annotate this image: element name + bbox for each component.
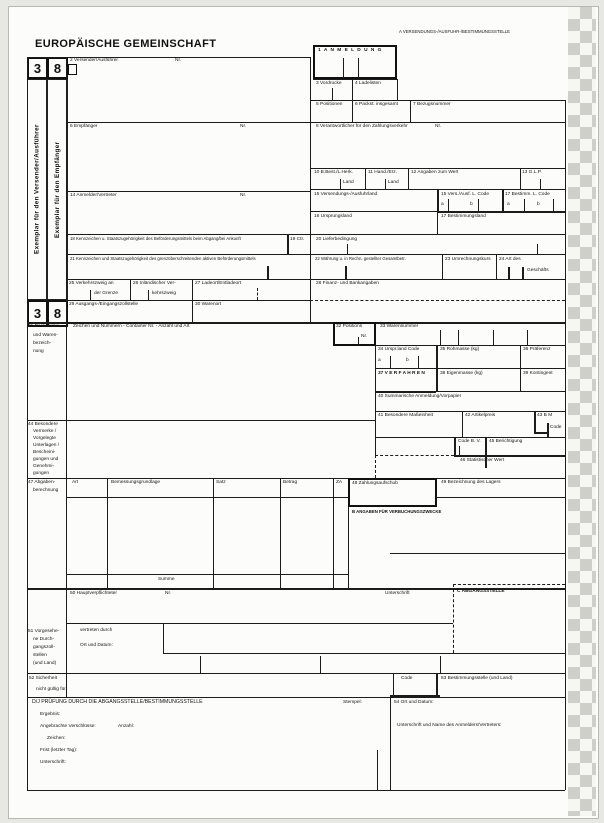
section-d-label: D/J PRÜFUNG DURCH DIE ABGANGSSTELLE/BESTIMMUNGSSTELLE [32,699,203,705]
box-32-nr-label: Nr. [361,334,368,339]
line [397,79,398,100]
line [375,345,376,455]
box-10-label: 10 B.Best./L.Herk. [314,170,353,175]
line [343,58,344,79]
line [440,330,441,345]
box-51-label: gangszoll- [33,645,55,650]
box-5-label: 5 Positionen [316,102,343,107]
line [313,79,397,80]
box-6pack-label: 6 Packst. insgesamt [355,102,398,107]
sub-a-label: a [507,202,510,207]
box-44-label: Genehmi- [33,464,55,469]
line [66,254,565,255]
line [310,100,565,101]
box-40-label: 40 Summarische Anmeldung/Vorpapier [378,394,462,399]
line [66,623,453,624]
line [287,234,289,254]
col-satz-label: Satz [216,480,226,485]
box-29-label: 29 Ausgangs-/Eingangszollstelle [69,302,139,307]
office-section-a-label: A VERSENDUNGS-/AUSFUHR-/BESTIMMUNGSSTELLE [399,29,511,34]
line [280,478,281,588]
line [522,267,524,279]
line [375,411,565,412]
box-24-label: 24 Art des [499,257,521,262]
line [448,199,449,211]
line [66,300,310,301]
box-11-land-label: Land [388,180,399,185]
box-52-label: 52 Sicherheit [29,676,57,681]
code-bv-label: Code B. V. [458,439,481,444]
line [365,168,366,189]
section-c-label: C ABGANGSSTELLE [457,589,505,594]
copy-strip-empfaenger: Exemplar für den Empfänger [47,79,68,300]
line [390,553,565,554]
vertreten-label: vertreten durch [80,628,113,633]
box-31-label: bezeich- [33,341,52,346]
line [453,584,454,653]
line [437,497,565,498]
line [345,266,347,279]
box-2-input-area[interactable] [66,57,310,122]
box-6-input-area[interactable] [66,122,310,191]
line [527,330,528,345]
line [332,88,333,100]
box-54-label: 54 Ort und Datum: [394,700,434,705]
box-25-label: 25 Verkehrszweig an [69,281,114,286]
copy-number-right-bottom: 8 [47,300,68,327]
copy-number-left-bottom: 3 [27,300,48,327]
line [496,254,497,279]
box-12-label: 12 Angaben zum Wert [411,170,459,175]
line [485,437,487,468]
line [524,199,525,211]
line [310,300,565,302]
line [257,288,258,300]
line [375,455,454,457]
box-49-label: 49 Bezeichnung des Lagers [441,480,501,485]
line [148,290,149,300]
box-38-label: 38 Eigenmasse (kg) [440,371,483,376]
line [320,656,321,673]
col-za-label: ZA [336,480,343,485]
box-31-label: nung [33,349,44,354]
line [410,100,411,122]
line [213,478,214,588]
box-30-label: 30 Warenort [195,302,222,307]
sub-a-label: a [441,202,444,207]
line [66,574,348,575]
sub-b-label: b [537,202,540,207]
frist-label: Frist (letzter Tag): [40,748,78,753]
col-bemessung-label: Bemessungsgrundlage [111,480,161,485]
box-31-label: 31 Packstücke [28,324,60,329]
line [540,179,541,189]
box-44-label: Bescheini- [33,450,56,455]
signatur-name-label: Unterschrift und Name des Anmelders/Vertreters: [397,723,502,728]
line [442,254,443,279]
perforated-edge [568,7,596,816]
line [310,211,437,212]
box-51-label: stellen [33,653,47,658]
line [200,656,201,673]
box-13-label: 13 G.L.P. [522,170,542,175]
box-46-label: 46 Statistischer Wert [460,458,505,463]
line [66,279,565,280]
line [333,478,334,588]
zeichen-label: Zeichen: [47,736,66,741]
line [107,478,108,588]
box-31-label: und Waren- [33,333,58,338]
box-15-label: 15 Versendungs-/Ausfuhrland [314,192,378,197]
box-28-label: 28 Finanz- und Bankangaben [316,281,379,286]
stempel-label: Stempel: [343,700,362,705]
code-cell-label: Code [401,676,413,681]
line [454,455,565,457]
box-51-label: ne Durch- [33,637,55,642]
sub-b-label: b [406,358,409,363]
box-37-label: 37 V E R F A H R E N [378,371,425,376]
line [27,420,375,421]
box-24b-label: Geschäfts [527,268,549,273]
box-6-label: 6 Empfänger [70,124,98,129]
box-44-label: 44 Besondere [28,422,58,427]
line [462,411,463,437]
line [358,58,359,79]
c-office-area[interactable] [453,584,565,653]
box-44-label: Vorgelegte [33,436,56,441]
box-18-label: 18 Kennzeichen u. Staatszugehörigkeit des Beförderungsmittels beim Abgang/bei Ankunft [70,236,241,241]
section-b-label: B ANGABEN FÜR VERBUCHUNGSZWECKE [352,509,442,514]
box-47-label: berechnung [33,488,59,493]
line [377,750,378,790]
unterschrift-label: Unterschrift [385,591,410,596]
box-44-label: Unterlagen / [33,443,60,448]
line [440,656,441,673]
line [534,432,548,434]
line [390,356,391,368]
box-26-label: 26 Inländischer Ver- [133,281,176,286]
box-21-label: 21 Kennzeichen und Staatszugehörigkeit des grenzüberschreitenden aktiven Beförderungsmittels [70,256,256,261]
box-2-label: 2 Versender/Ausführer [70,58,118,63]
sub-b-label: b [470,202,473,207]
line [478,199,479,211]
box-2-nr-label: Nr. [175,58,182,63]
line [390,697,391,790]
line [502,189,504,211]
box-45-label: 45 Berichtigung [489,439,523,444]
line [130,279,131,300]
box-25b-label: der Grenze [94,291,118,296]
unterschrift2-label: Unterschrift: [40,760,66,765]
box-33-label: 33 Warennummer [380,324,419,329]
line [385,179,386,189]
line [393,673,394,697]
box-52b-label: nicht gültig für [36,687,66,692]
box-14-nr-label: Nr. [240,193,247,198]
box-20-label: 20 Lieferbedingung [316,237,358,242]
box-10-land-label: Land [343,180,354,185]
line [340,179,341,189]
line [436,673,438,697]
line [310,168,565,169]
goods-description-area[interactable] [66,322,333,420]
line [454,437,456,455]
line [163,623,164,653]
box-44-label: gungen [33,471,50,476]
box-43-code-label: Code [550,425,562,430]
box-14-label: 14 Anmelder/Vertreter [70,193,117,198]
d-control-area[interactable] [27,697,390,790]
box-3-label: 3 Vordrucke [316,81,342,86]
box-15-code-label: 15 Vers./Ausf. L. Code [441,192,489,197]
copy-strip-versender: Exemplar für den Versender/Ausführer [27,79,47,300]
box-44-input-area[interactable] [66,420,375,478]
box-8-nr-label: Nr. [435,124,442,129]
line [547,423,549,437]
box-8-label: 8 Verantwortlicher für den Zahlungsverkehr [316,124,408,129]
box-7-label: 7 Bezugsnummer [413,102,451,107]
box-16-label: 16 Ursprungsland [314,214,352,219]
sub-a-label: a [378,358,381,363]
box-39-label: 39 Kontingent [523,371,553,376]
copy-number-left-top: 3 [27,57,48,79]
box-31-header: Zeichen und Nummern - Container Nr. - Anzahl und Art [73,324,190,329]
box-2-checkbox[interactable] [68,64,77,75]
line [508,267,510,279]
box-41-label: 41 Besondere Maßeinheit [378,413,433,418]
line [267,266,269,279]
box-42-label: 42 Artikelpreis [465,413,496,418]
line [27,673,565,674]
line [418,356,419,368]
line [437,189,439,211]
line [376,345,565,346]
ergebnis-label: Ergebnis: [40,712,61,717]
box-44-label: gungen und [33,457,59,462]
copy-number-right-top: 8 [47,57,68,79]
tax-table-body-area[interactable] [66,497,348,574]
box-22-label: 22 Währung u. in Rechn. gestellter Gesamtbetr. [315,256,406,261]
box-43-label: 43 B M [537,413,553,418]
line [375,437,565,438]
box-32-label: 32 Positions [336,324,363,329]
line [347,244,348,254]
line [437,211,565,213]
line [163,653,565,654]
line [520,168,521,189]
col-art-label: Art [72,480,79,485]
box-44-label: Vermerke / [33,429,57,434]
line [459,446,460,455]
box-17-code-label: 17 Bestimm. L. Code [505,192,550,197]
line [66,234,565,235]
box-35-label: 35 Rohmasse (kg) [440,347,480,352]
box-4-label: 4 Ladelisten [355,81,381,86]
box-53-label: 53 Bestimmungsstelle (und Land) [441,676,513,681]
line [66,191,310,192]
box-26b-label: kehrszweig [152,291,176,296]
box-27-label: 27 Ladeort/Entladeort [195,281,242,286]
summe-label: Summe [158,577,175,582]
line [27,697,565,698]
line [453,584,565,586]
verschluesse-label: Angebrachte Verschlüsse: [40,724,96,729]
box-47-label: 47 Abgaben- [28,480,56,485]
line [493,330,494,345]
form-title: EUROPÄISCHE GEMEINSCHAFT [35,38,217,50]
line [66,57,67,697]
line [565,100,566,790]
box-1-label: 1 A N M E L D U N G [318,48,383,53]
box-34-label: 34 Urspr.land Code [378,347,420,352]
line [534,411,536,432]
line [458,330,459,345]
box-50-nr-label: Nr. [165,591,172,596]
box-11-label: 11 Hand./Erz. [368,170,397,175]
line [66,122,565,123]
line [436,391,565,392]
box-48-label: 48 Zahlungsaufschub [352,481,398,486]
anzahl-label: Anzahl: [118,724,134,729]
box-51-label: 51 Vorgesehe- [28,629,60,634]
box-6-nr-label: Nr. [240,124,247,129]
box-50-label: 50 Hauptverpflichteter [70,591,117,596]
line [375,391,436,393]
box-36-label: 36 Präferenz [523,347,551,352]
line [553,199,554,211]
ort-datum-label: Ort und Datum: [80,643,113,648]
line [375,455,376,478]
box-19-label: 19 Ctr. [290,237,305,242]
col-betrag-label: Betrag [283,480,298,485]
line [537,244,538,254]
line [437,211,438,234]
box-17-label: 17 Bestimmungsland [441,214,486,219]
line [27,790,565,791]
line [66,497,348,498]
box-23-label: 23 Umrechnungskurs [445,257,491,262]
line [375,368,565,369]
box-51-label: (und Land) [33,661,57,666]
line [358,337,359,346]
line [408,168,409,189]
line [90,290,91,300]
